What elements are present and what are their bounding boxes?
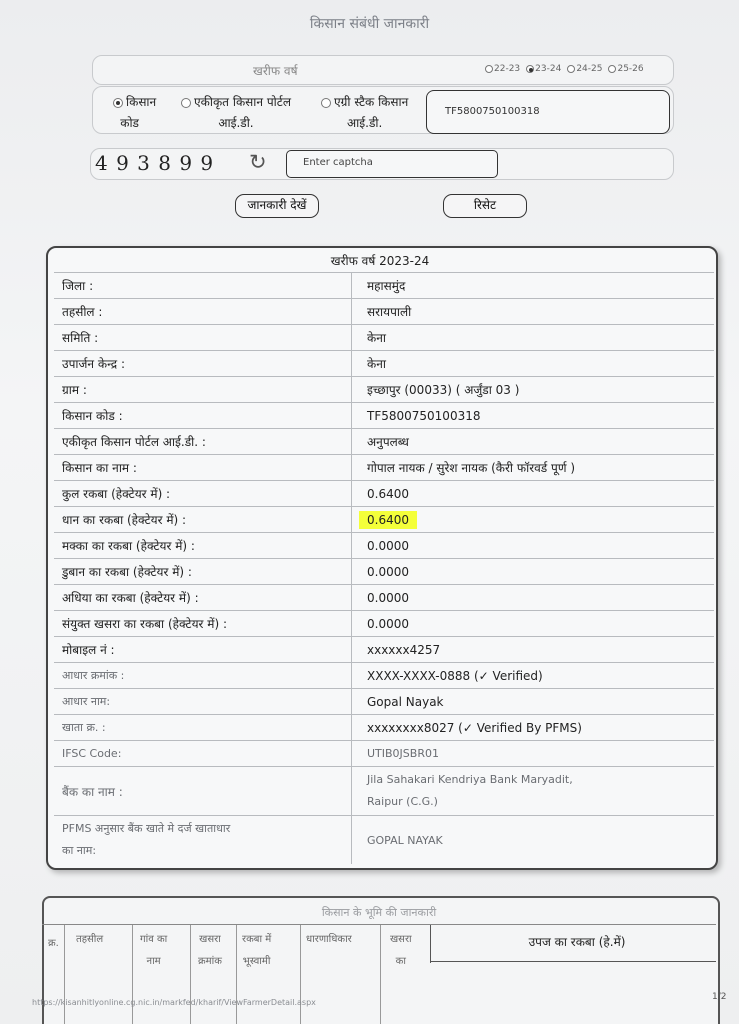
- option-agristack-id-label-2: आई.डी.: [346, 116, 383, 130]
- table-row: [54, 741, 714, 767]
- radio-selected-icon[interactable]: [113, 98, 123, 108]
- pfms-name-label: [54, 816, 352, 865]
- row-label: कुल रकबा (हेक्टेयर में) :: [54, 481, 352, 507]
- row-label: एकीकृत किसान पोर्टल आई.डी. :: [54, 429, 352, 455]
- row-label: IFSC Code:: [54, 741, 352, 767]
- table-row: [54, 299, 714, 325]
- year-selector[interactable]: [485, 64, 650, 74]
- page-title: किसान संबंधी जानकारी: [309, 16, 430, 32]
- col-rakba-l2: भूस्वामी: [242, 956, 271, 967]
- table-row: [54, 663, 714, 689]
- col-khasra-l1: खसरा: [199, 934, 221, 945]
- view-details-button[interactable]: जानकारी देखें: [235, 194, 319, 218]
- row-label: समिति :: [54, 325, 352, 351]
- row-label: धान का रकबा (हेक्टेयर में) :: [54, 507, 352, 533]
- refresh-captcha-icon[interactable]: ↻: [249, 150, 267, 174]
- year-option[interactable]: [608, 64, 643, 74]
- radio-icon[interactable]: [181, 98, 191, 108]
- row-value: केना: [352, 351, 715, 377]
- code-input-value: TF5800750100318: [445, 106, 540, 117]
- row-label: आधार क्रमांक :: [54, 663, 352, 689]
- row-label: किसान कोड :: [54, 403, 352, 429]
- row-label: तहसील :: [54, 299, 352, 325]
- details-header: खरीफ वर्ष 2023-24: [330, 254, 430, 268]
- table-row: [54, 715, 714, 741]
- table-row: [54, 351, 714, 377]
- pfms-name-value: GOPAL NAYAK: [352, 816, 715, 865]
- col-khasra-l2: क्रमांक: [198, 956, 222, 967]
- row-value: 0.0000: [352, 611, 715, 637]
- pfms-label-line2: का नाम:: [62, 844, 97, 857]
- table-row: [54, 377, 714, 403]
- table-row: [54, 533, 714, 559]
- row-value: [352, 507, 715, 533]
- bank-name-value: [352, 767, 715, 816]
- table-row: [54, 403, 714, 429]
- col-village-l2: नाम: [146, 956, 161, 967]
- table-row: [54, 689, 714, 715]
- option-kisan-code[interactable]: [113, 93, 156, 131]
- col-crop-area: उपज का रकबा (हे.में): [528, 935, 626, 949]
- table-row: [54, 559, 714, 585]
- row-label: अधिया का रकबा (हेक्टेयर में) :: [54, 585, 352, 611]
- radio-icon[interactable]: [485, 65, 493, 73]
- row-value: केना: [352, 325, 715, 351]
- year-option-label: 23-24: [535, 64, 562, 74]
- highlighted-value: 0.6400: [359, 511, 417, 529]
- col-kh-area-l1: खसरा: [390, 934, 412, 945]
- year-panel: [92, 55, 674, 85]
- col-rakba-l1: रकबा में: [242, 934, 272, 945]
- col-khasra-area: [390, 929, 412, 973]
- pfms-label-line1: PFMS अनुसार बैंक खाते मे दर्ज खाताधार: [62, 822, 231, 835]
- table-row: [54, 767, 714, 816]
- bank-name-line2: Raipur (C.G.): [367, 795, 438, 808]
- row-label: जिला :: [54, 273, 352, 299]
- row-value: UTIB0JSBR01: [352, 741, 715, 767]
- radio-icon[interactable]: [321, 98, 331, 108]
- table-row: [54, 429, 714, 455]
- row-label: डुबान का रकबा (हेक्टेयर में) :: [54, 559, 352, 585]
- land-title: किसान के भूमि की जानकारी: [321, 906, 437, 919]
- bank-name-label: बैंक का नाम :: [54, 767, 352, 816]
- year-option-label: 24-25: [576, 64, 603, 74]
- row-value: 0.0000: [352, 533, 715, 559]
- table-row: [54, 816, 714, 865]
- row-value: Gopal Nayak: [352, 689, 715, 715]
- row-value: अनुपलब्ध: [352, 429, 715, 455]
- col-khasra: [198, 929, 222, 973]
- row-value: XXXX-XXXX-0888 (✓ Verified): [352, 663, 715, 689]
- captcha-image: 4 9 3 8 9 9: [95, 151, 215, 175]
- option-kisan-code-label-2: कोड: [120, 116, 139, 130]
- row-label: संयुक्त खसरा का रकबा (हेक्टेयर में) :: [54, 611, 352, 637]
- col-owner: धारणाधिकार: [306, 934, 352, 945]
- year-section-label: खरीफ वर्ष: [253, 64, 298, 78]
- col-sno: क्र.: [48, 938, 59, 949]
- details-table: [54, 272, 714, 864]
- table-row: [54, 455, 714, 481]
- row-value: xxxxxx4257: [352, 637, 715, 663]
- table-row: [54, 481, 714, 507]
- row-label: आधार नाम:: [54, 689, 352, 715]
- row-value: TF5800750100318: [352, 403, 715, 429]
- footer-url: https://kisanhitlyonline.cg.nic.in/markfed/kharif/ViewFarmerDetail.aspx: [32, 998, 316, 1007]
- col-rakba: [242, 929, 271, 973]
- col-village: [140, 929, 167, 973]
- row-label: उपार्जन केन्द्र :: [54, 351, 352, 377]
- page-number: 1/2: [712, 992, 727, 1002]
- year-option[interactable]: [485, 64, 520, 74]
- table-row: [54, 273, 714, 299]
- col-kh-area-l2: का: [395, 956, 406, 967]
- captcha-input-placeholder: Enter captcha: [303, 157, 373, 168]
- table-row: [54, 325, 714, 351]
- code-input[interactable]: [426, 90, 670, 134]
- row-value: सरायपाली: [352, 299, 715, 325]
- bank-name-line1: Jila Sahakari Kendriya Bank Maryadit,: [367, 773, 573, 786]
- captcha-input[interactable]: [286, 150, 498, 178]
- table-row: [54, 637, 714, 663]
- row-value: 0.6400: [352, 481, 715, 507]
- row-label: मोबाइल नं :: [54, 637, 352, 663]
- option-kisan-code-label: किसान: [126, 95, 157, 109]
- table-row: [54, 585, 714, 611]
- row-label: किसान का नाम :: [54, 455, 352, 481]
- row-value: इच्छापुर (00033) ( अर्जुंडा 03 ): [352, 377, 715, 403]
- col-village-l1: गांव का: [140, 934, 168, 945]
- year-option[interactable]: [526, 64, 561, 74]
- option-portal-id-label: एकीकृत किसान पोर्टल: [194, 95, 291, 109]
- option-agristack-id[interactable]: [321, 93, 408, 131]
- col-tehsil: तहसील: [76, 934, 104, 945]
- option-portal-id[interactable]: [181, 93, 291, 131]
- row-value: 0.0000: [352, 585, 715, 611]
- row-value: महासमुंद: [352, 273, 715, 299]
- table-row: [54, 507, 714, 533]
- land-header-row: [42, 924, 716, 1024]
- row-value: xxxxxxxx8027 (✓ Verified By PFMS): [352, 715, 715, 741]
- row-label: खाता क्र. :: [54, 715, 352, 741]
- table-row: [54, 611, 714, 637]
- radio-selected-icon[interactable]: [526, 65, 534, 73]
- option-agristack-id-label: एग्री स्टैक किसान: [334, 95, 409, 109]
- row-value: 0.0000: [352, 559, 715, 585]
- radio-icon[interactable]: [567, 65, 575, 73]
- radio-icon[interactable]: [608, 65, 616, 73]
- reset-button[interactable]: रिसेट: [443, 194, 527, 218]
- year-option[interactable]: [567, 64, 602, 74]
- option-portal-id-label-2: आई.डी.: [218, 116, 254, 130]
- year-option-label: 22-23: [494, 64, 521, 74]
- year-option-label: 25-26: [617, 64, 644, 74]
- row-label: ग्राम :: [54, 377, 352, 403]
- row-value: गोपाल नायक / सुरेश नायक (कैरी फॉरवर्ड पूर्ण ): [352, 455, 715, 481]
- row-label: मक्का का रकबा (हेक्टेयर में) :: [54, 533, 352, 559]
